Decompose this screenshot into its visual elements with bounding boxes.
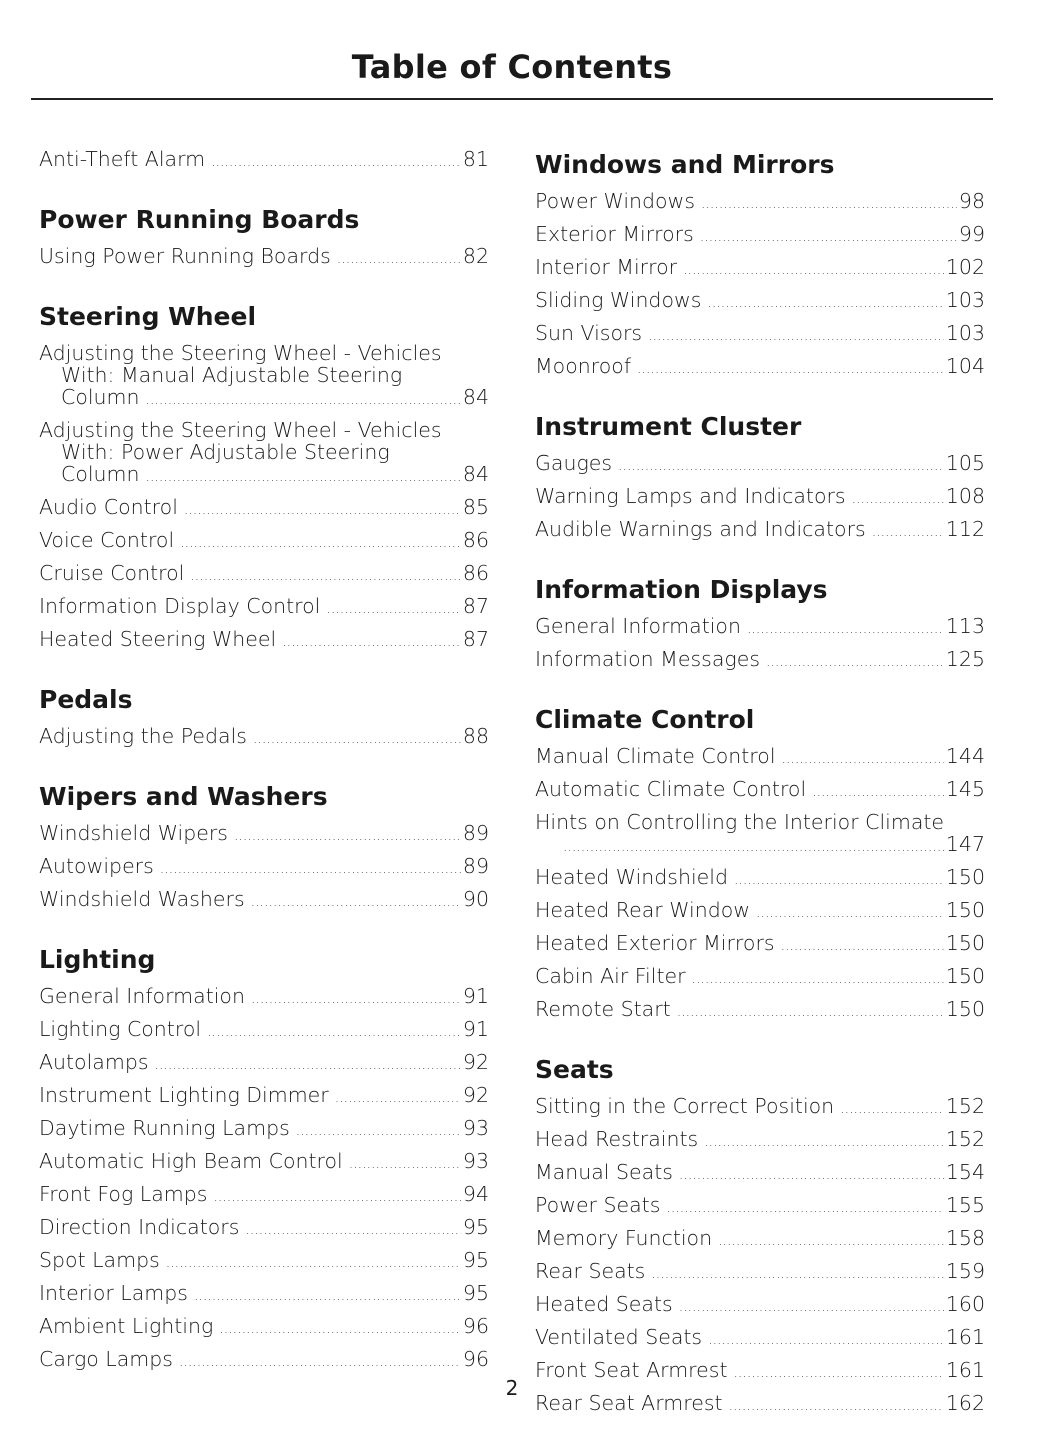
section-heading: Information Displays: [535, 575, 828, 604]
toc-entry-title: Automatic Climate Control: [535, 777, 807, 801]
toc-entry[interactable]: [535, 351, 985, 384]
toc-section-lighting: [39, 943, 489, 1377]
page-title: Table of Contents: [351, 48, 673, 86]
toc-entry-page: 92: [462, 1083, 489, 1107]
toc-entry[interactable]: [535, 1190, 985, 1223]
leader-dots: [679, 1157, 944, 1190]
toc-entry-page: 87: [462, 627, 489, 651]
toc-section-steering-wheel: [39, 300, 489, 657]
toc-entry-page: 94: [462, 1182, 489, 1206]
leader-dots: [708, 1322, 944, 1355]
leader-dots: [683, 252, 944, 285]
toc-entry[interactable]: [39, 1179, 489, 1212]
section-heading: Climate Control: [535, 705, 755, 734]
toc-entry[interactable]: [39, 1245, 489, 1278]
toc-entry[interactable]: [39, 1146, 489, 1179]
toc-entry-page: 125: [945, 647, 985, 671]
toc-entry-page: 147: [945, 832, 985, 856]
leader-dots: [180, 525, 461, 558]
toc-entry[interactable]: [39, 818, 489, 851]
leader-dots: [166, 1245, 461, 1278]
toc-entry-page: 95: [462, 1215, 489, 1239]
toc-entry-page: 152: [945, 1127, 985, 1151]
leader-dots: [707, 285, 943, 318]
toc-entry-title: Warning Lamps and Indicators: [535, 484, 846, 508]
toc-entry-page: 113: [945, 614, 985, 638]
toc-entry-page: 105: [945, 451, 985, 475]
left-column: [39, 144, 489, 1403]
toc-entry-title: Cargo Lamps: [39, 1347, 173, 1371]
leader-dots: [349, 1146, 461, 1179]
toc-entry-page: 84: [462, 462, 489, 486]
section-heading: Windows and Mirrors: [535, 150, 835, 179]
toc-section-seats: [535, 1053, 985, 1421]
toc-entry[interactable]: [535, 252, 985, 285]
toc-entry-page: 102: [945, 255, 985, 279]
toc-entry-page: 112: [945, 517, 985, 541]
toc-entry-title: Memory Function: [535, 1226, 713, 1250]
leader-dots: [701, 186, 957, 219]
toc-entry-title: Audio Control: [39, 495, 178, 519]
leader-dots: [213, 1179, 460, 1212]
toc-entry-title: Voice Control: [39, 528, 175, 552]
toc-entry[interactable]: [39, 1212, 489, 1245]
toc-entry-title: Heated Rear Window: [535, 898, 751, 922]
toc-entry-page: 81: [462, 147, 489, 171]
toc-entry[interactable]: [535, 318, 985, 351]
toc-entry-page: 152: [945, 1094, 985, 1118]
toc-section-power-running-boards: [39, 203, 489, 274]
toc-entry[interactable]: [39, 144, 489, 177]
toc-entry-title: Heated Seats: [535, 1292, 673, 1316]
toc-entry-title: Information Display Control: [39, 594, 321, 618]
toc-entry-title: Cabin Air Filter: [535, 964, 686, 988]
toc-entry-title: Windshield Washers: [39, 887, 245, 911]
toc-entry-page: 86: [462, 528, 489, 552]
toc-entry-title: Heated Exterior Mirrors: [535, 931, 775, 955]
toc-entry[interactable]: [535, 1289, 985, 1322]
leader-dots: [296, 1113, 461, 1146]
leader-dots: [253, 721, 461, 754]
toc-entry[interactable]: [39, 1311, 489, 1344]
leader-dots: [840, 1091, 944, 1124]
toc-entry-page: 158: [945, 1226, 985, 1250]
toc-entry-page: 154: [945, 1160, 985, 1184]
section-heading: Lighting: [39, 945, 156, 974]
toc-entry-title-line: Hints on Controlling the Interior Climate: [535, 810, 945, 834]
toc-entry-page: 91: [462, 1017, 489, 1041]
leader-dots: [219, 1311, 461, 1344]
toc-entry[interactable]: [535, 807, 985, 862]
toc-entry-page: 99: [958, 222, 985, 246]
toc-entry[interactable]: [535, 928, 985, 961]
toc-entry-page: 103: [945, 321, 985, 345]
toc-entry[interactable]: [39, 884, 489, 917]
leader-dots: [781, 928, 944, 961]
leader-dots: [251, 981, 461, 1014]
leader-dots: [666, 1190, 943, 1223]
leader-dots: [782, 741, 944, 774]
leader-dots: [190, 558, 461, 591]
leader-dots: [563, 833, 944, 858]
toc-entry-title: Direction Indicators: [39, 1215, 240, 1239]
leader-dots: [184, 492, 461, 525]
toc-entry-page: 88: [462, 724, 489, 748]
section-heading: Wipers and Washers: [39, 782, 328, 811]
leader-dots: [766, 644, 944, 677]
toc-entry-title: Interior Lamps: [39, 1281, 188, 1305]
toc-entry-page: 85: [462, 495, 489, 519]
toc-entry-title: Autolamps: [39, 1050, 149, 1074]
leader-dots: [679, 1289, 944, 1322]
toc-entry-title: Interior Mirror: [535, 255, 678, 279]
leader-dots: [245, 1212, 461, 1245]
toc-entry-page: 98: [958, 189, 985, 213]
toc-entry[interactable]: [535, 514, 985, 547]
toc-entry-page: 150: [945, 964, 985, 988]
toc-entry-title: Power Seats: [535, 1193, 661, 1217]
toc-entry-page: 84: [462, 385, 489, 409]
toc-entry-title: Remote Start: [535, 997, 671, 1021]
toc-entry-title: Moonroof: [535, 354, 632, 378]
toc-entry-title: Information Messages: [535, 647, 760, 671]
leader-dots: [677, 994, 944, 1027]
section-heading: Instrument Cluster: [535, 412, 802, 441]
toc-entry[interactable]: [535, 895, 985, 928]
toc-entry-page: 82: [462, 244, 489, 268]
toc-entry[interactable]: [535, 994, 985, 1027]
toc-entry[interactable]: [39, 415, 489, 492]
section-heading: Seats: [535, 1055, 614, 1084]
toc-entry[interactable]: [39, 1080, 489, 1113]
toc-entry-title-line: Adjusting the Steering Wheel - Vehicles: [39, 341, 442, 365]
toc-entry-page: 144: [945, 744, 985, 768]
leader-dots: [618, 448, 944, 481]
toc-entry-title: Windshield Wipers: [39, 821, 228, 845]
section-heading: Pedals: [39, 685, 133, 714]
toc-entry-title: Spot Lamps: [39, 1248, 160, 1272]
toc-entry-title: Manual Seats: [535, 1160, 673, 1184]
toc-entry-page: 86: [462, 561, 489, 585]
leader-dots: [160, 851, 461, 884]
toc-entry[interactable]: [39, 1047, 489, 1080]
leader-dots: [756, 895, 944, 928]
toc-entry-title: Head Restraints: [535, 1127, 699, 1151]
toc-entry-title: Heated Windshield: [535, 865, 728, 889]
leader-dots: [648, 318, 944, 351]
toc-section-climate-control: [535, 703, 985, 1027]
toc-entry[interactable]: [535, 961, 985, 994]
toc-entry[interactable]: [535, 611, 985, 644]
toc-entry-page: 96: [462, 1347, 489, 1371]
toc-entry-page: 95: [462, 1281, 489, 1305]
leader-dots: [155, 1047, 461, 1080]
leader-dots: [251, 884, 461, 917]
toc-entry[interactable]: [535, 774, 985, 807]
toc-section-instrument-cluster: [535, 410, 985, 547]
toc-section-information-displays: [535, 573, 985, 677]
toc-entry-title: General Information: [535, 614, 741, 638]
toc-entry[interactable]: [535, 1256, 985, 1289]
toc-entry[interactable]: [39, 338, 489, 415]
toc-entry-page: 145: [945, 777, 985, 801]
toc-entry-title: Gauges: [535, 451, 613, 475]
toc-entry-page: 150: [945, 997, 985, 1021]
toc-entry-page: 96: [462, 1314, 489, 1338]
toc-entry-title-line: With: Manual Adjustable Steering: [61, 363, 403, 387]
toc-section-intro: [39, 144, 489, 177]
leader-dots: [692, 961, 944, 994]
toc-entry-title: Cruise Control: [39, 561, 185, 585]
toc-entry-title: Autowipers: [39, 854, 154, 878]
leader-dots: [194, 1278, 461, 1311]
toc-entry-page: 91: [462, 984, 489, 1008]
toc-entry[interactable]: [535, 1091, 985, 1124]
toc-entry-title: General Information: [39, 984, 245, 1008]
toc-entry[interactable]: [535, 186, 985, 219]
toc-entry[interactable]: [535, 741, 985, 774]
toc-entry-title: Anti-Theft Alarm: [39, 147, 206, 171]
leader-dots: [146, 463, 461, 488]
toc-entry-page: 161: [945, 1325, 985, 1349]
toc-section-windows-and-mirrors: [535, 148, 985, 384]
toc-entry-title: Power Windows: [535, 189, 696, 213]
toc-entry[interactable]: [39, 492, 489, 525]
toc-entry-title: Column: [61, 462, 140, 486]
toc-entry-page: 160: [945, 1292, 985, 1316]
toc-entry[interactable]: [39, 591, 489, 624]
toc-entry[interactable]: [39, 1113, 489, 1146]
toc-entry-title: Audible Warnings and Indicators: [535, 517, 866, 541]
toc-entry-title: Front Fog Lamps: [39, 1182, 208, 1206]
toc-entry-page: 89: [462, 854, 489, 878]
toc-entry[interactable]: [535, 219, 985, 252]
toc-entry-page: 103: [945, 288, 985, 312]
toc-section-pedals: [39, 683, 489, 754]
leader-dots: [637, 351, 944, 384]
toc-entry-title: Front Seat Armrest: [535, 1358, 728, 1382]
leader-dots: [326, 591, 461, 624]
toc-entry[interactable]: [39, 1278, 489, 1311]
toc-entry-page: 159: [945, 1259, 985, 1283]
leader-dots: [146, 386, 461, 411]
leader-dots: [234, 818, 461, 851]
toc-entry-title: Automatic High Beam Control: [39, 1149, 343, 1173]
toc-entry-page: 87: [462, 594, 489, 618]
toc-entry-title-line: With: Power Adjustable Steering: [61, 440, 390, 464]
title-divider: [31, 98, 993, 100]
toc-entry[interactable]: [39, 981, 489, 1014]
toc-entry-page: 104: [945, 354, 985, 378]
toc-entry-page: 90: [462, 887, 489, 911]
leader-dots: [282, 624, 461, 657]
toc-entry[interactable]: [535, 1322, 985, 1355]
toc-entry-page: 95: [462, 1248, 489, 1272]
toc-entry[interactable]: [535, 1223, 985, 1256]
toc-entry-page: 155: [945, 1193, 985, 1217]
toc-entry-page: 150: [945, 898, 985, 922]
toc-entry[interactable]: [39, 721, 489, 754]
toc-entry-title: Daytime Running Lamps: [39, 1116, 290, 1140]
toc-entry[interactable]: [535, 448, 985, 481]
toc-entry-title: Instrument Lighting Dimmer: [39, 1083, 329, 1107]
toc-entry[interactable]: [535, 1124, 985, 1157]
toc-entry-title: Ambient Lighting: [39, 1314, 214, 1338]
toc-entry[interactable]: [535, 644, 985, 677]
toc-entry-title: Lighting Control: [39, 1017, 202, 1041]
toc-entry-page: 150: [945, 931, 985, 955]
toc-entry-page: 162: [945, 1391, 985, 1415]
leader-dots: [207, 1014, 461, 1047]
toc-entry[interactable]: [39, 558, 489, 591]
right-column: [535, 144, 985, 1447]
leader-dots: [651, 1256, 944, 1289]
toc-entry[interactable]: [535, 285, 985, 318]
leader-dots: [747, 611, 944, 644]
toc-entry-title: Rear Seats: [535, 1259, 646, 1283]
section-heading: Steering Wheel: [39, 302, 257, 331]
toc-entry-page: 108: [945, 484, 985, 508]
toc-entry-title: Sliding Windows: [535, 288, 702, 312]
toc-entry[interactable]: [39, 851, 489, 884]
toc-entry-title: Sun Visors: [535, 321, 643, 345]
toc-entry[interactable]: [535, 862, 985, 895]
toc-entry-page: 92: [462, 1050, 489, 1074]
leader-dots: [812, 774, 944, 807]
toc-entry-title: Heated Steering Wheel: [39, 627, 277, 651]
leader-dots: [704, 1124, 944, 1157]
toc-entry[interactable]: [39, 624, 489, 657]
toc-entry-title-line: Adjusting the Steering Wheel - Vehicles: [39, 418, 442, 442]
toc-entry[interactable]: [535, 481, 985, 514]
leader-dots: [700, 219, 957, 252]
toc-entry-title: Sitting in the Correct Position: [535, 1094, 835, 1118]
leader-dots: [852, 481, 944, 514]
toc-entry-title: Column: [61, 385, 140, 409]
toc-entry-page: 150: [945, 865, 985, 889]
toc-entry-title: Rear Seat Armrest: [535, 1391, 723, 1415]
leader-dots: [211, 144, 461, 177]
leader-dots: [718, 1223, 944, 1256]
toc-entry[interactable]: [535, 1157, 985, 1190]
leader-dots: [872, 514, 944, 547]
toc-entry[interactable]: [39, 525, 489, 558]
toc-entry[interactable]: [39, 241, 489, 274]
toc-entry[interactable]: [39, 1014, 489, 1047]
page-number: 2: [505, 1376, 519, 1400]
toc-section-wipers-and-washers: [39, 780, 489, 917]
leader-dots: [337, 241, 461, 274]
leader-dots: [335, 1080, 461, 1113]
toc-entry-title: Adjusting the Pedals: [39, 724, 247, 748]
toc-entry-title: Manual Climate Control: [535, 744, 776, 768]
section-heading: Power Running Boards: [39, 205, 360, 234]
toc-entry-page: 89: [462, 821, 489, 845]
leader-dots: [734, 862, 944, 895]
leader-dots: [179, 1344, 461, 1377]
toc-entry-page: 161: [945, 1358, 985, 1382]
toc-entry-title: Ventilated Seats: [535, 1325, 703, 1349]
toc-entry-page: 93: [462, 1116, 489, 1140]
toc-entry[interactable]: [39, 1344, 489, 1377]
toc-entry-title: Using Power Running Boards: [39, 244, 331, 268]
toc-entry-title: Exterior Mirrors: [535, 222, 694, 246]
toc-entry-page: 93: [462, 1149, 489, 1173]
